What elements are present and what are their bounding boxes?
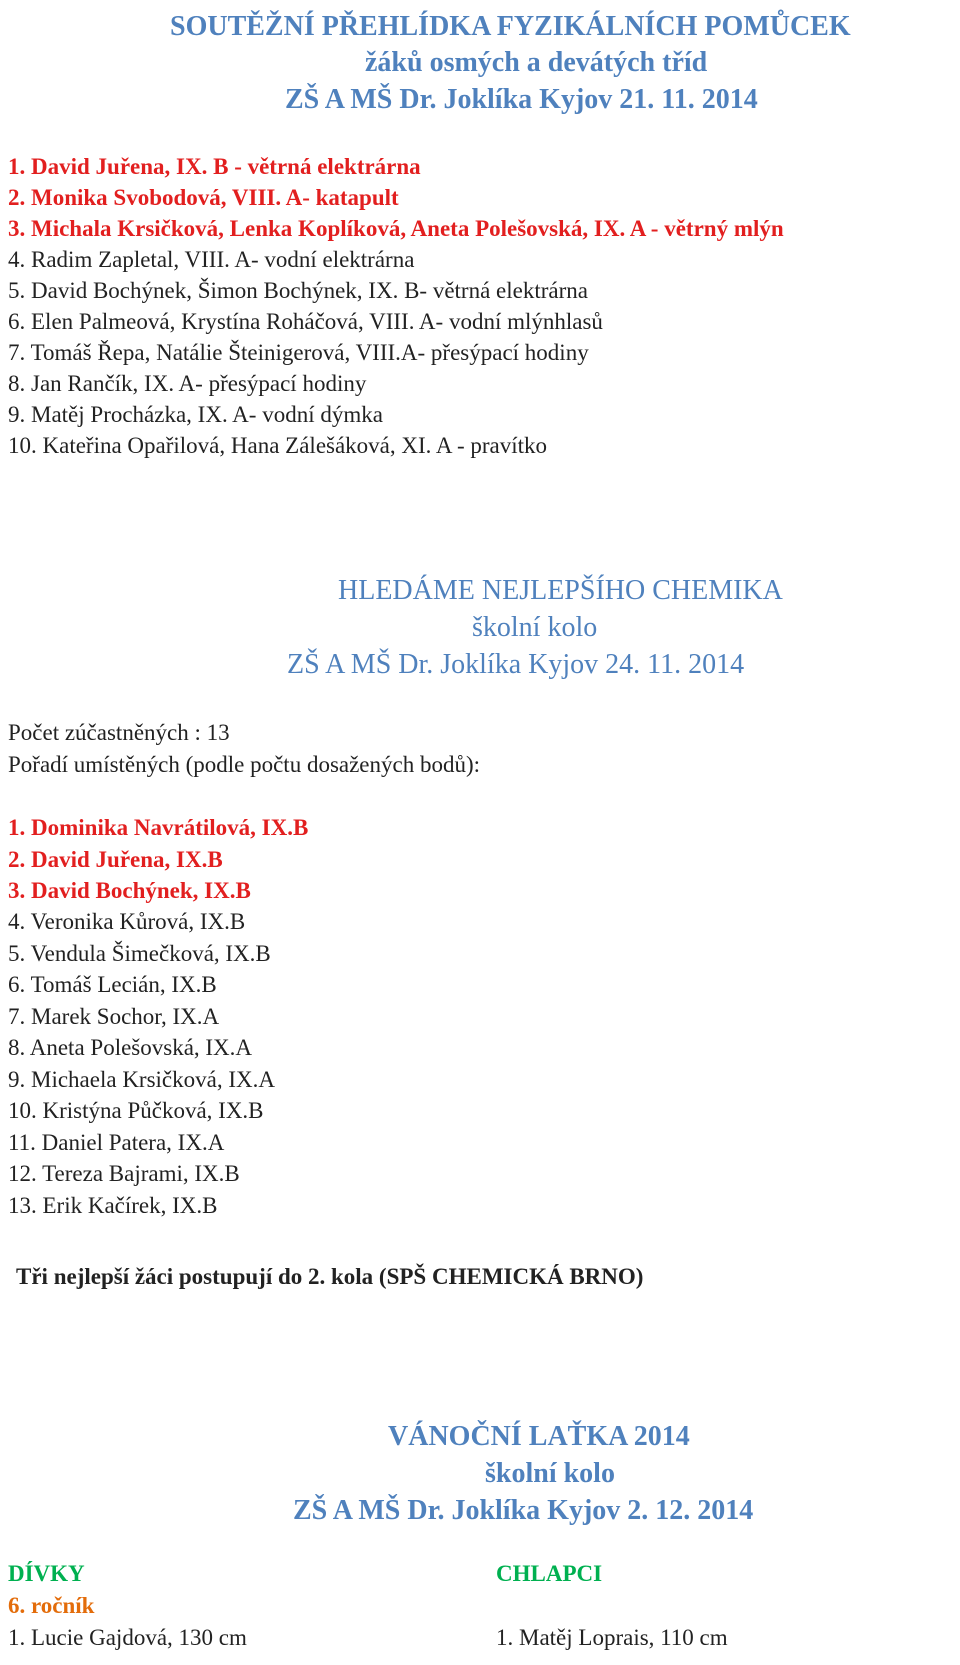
list-item: 2. Monika Svobodová, VIII. A- katapult — [8, 185, 399, 210]
boys-result: 1. Matěj Loprais, 110 cm — [496, 1625, 728, 1650]
list-item: 9. Michaela Krsičková, IX.A — [8, 1067, 275, 1092]
girls-heading: DÍVKY — [8, 1561, 85, 1586]
section2-subtitle: školní kolo — [472, 612, 598, 643]
grade-heading: 6. ročník — [8, 1593, 95, 1618]
advancement-note: Tři nejlepší žáci postupují do 2. kola (SPŠ CHEMICKÁ BRNO) — [16, 1264, 644, 1289]
list-item: 1. David Juřena, IX. B - větrná elektrárna — [8, 154, 421, 179]
section3-subtitle: školní kolo — [485, 1458, 615, 1489]
section1-subtitle: žáků osmých a devátých tříd — [365, 47, 708, 78]
section2-title: HLEDÁME NEJLEPŠÍHO CHEMIKA — [338, 575, 783, 606]
list-item: 6. Tomáš Lecián, IX.B — [8, 972, 217, 997]
list-item: 7. Tomáš Řepa, Natálie Šteinigerová, VIII.A- přesýpací hodiny — [8, 340, 589, 365]
section1-date: ZŠ A MŠ Dr. Joklíka Kyjov 21. 11. 2014 — [285, 84, 758, 115]
section2-date: ZŠ A MŠ Dr. Joklíka Kyjov 24. 11. 2014 — [287, 649, 745, 680]
list-item: 10. Kateřina Opařilová, Hana Zálešáková, XI. A - pravítko — [8, 433, 548, 458]
ranking-intro: Pořadí umístěných (podle počtu dosažených bodů): — [8, 752, 481, 777]
list-item: 7. Marek Sochor, IX.A — [8, 1004, 220, 1029]
list-item: 9. Matěj Procházka, IX. A- vodní dýmka — [8, 402, 383, 427]
list-item: 4. Radim Zapletal, VIII. A- vodní elektrárna — [8, 247, 415, 272]
section3-date: ZŠ A MŠ Dr. Joklíka Kyjov 2. 12. 2014 — [293, 1495, 754, 1526]
list-item: 8. Jan Rančík, IX. A- přesýpací hodiny — [8, 371, 367, 396]
participant-count: Počet zúčastněných : 13 — [8, 720, 230, 745]
list-item: 11. Daniel Patera, IX.A — [8, 1130, 225, 1155]
list-item: 1. Dominika Navrátilová, IX.B — [8, 815, 309, 840]
list-item: 12. Tereza Bajrami, IX.B — [8, 1161, 240, 1186]
list-item: 5. David Bochýnek, Šimon Bochýnek, IX. B- větrná elektrárna — [8, 278, 588, 303]
list-item: 2. David Juřena, IX.B — [8, 847, 223, 872]
list-item: 8. Aneta Polešovská, IX.A — [8, 1035, 253, 1060]
list-item: 13. Erik Kačírek, IX.B — [8, 1193, 218, 1218]
boys-heading: CHLAPCI — [496, 1561, 603, 1586]
girls-result: 1. Lucie Gajdová, 130 cm — [8, 1625, 247, 1650]
list-item: 6. Elen Palmeová, Krystína Roháčová, VIII. A- vodní mlýnhlasů — [8, 309, 603, 334]
list-item: 10. Kristýna Půčková, IX.B — [8, 1098, 264, 1123]
section1-title: SOUTĚŽNÍ PŘEHLÍDKA FYZIKÁLNÍCH POMŮCEK — [170, 11, 851, 42]
list-item: 3. Michala Krsičková, Lenka Koplíková, Aneta Polešovská, IX. A - větrný mlýn — [8, 216, 784, 241]
list-item: 3. David Bochýnek, IX.B — [8, 878, 251, 903]
list-item: 4. Veronika Kůrová, IX.B — [8, 909, 246, 934]
list-item: 5. Vendula Šimečková, IX.B — [8, 941, 271, 966]
section3-title: VÁNOČNÍ LAŤKA 2014 — [388, 1421, 690, 1452]
